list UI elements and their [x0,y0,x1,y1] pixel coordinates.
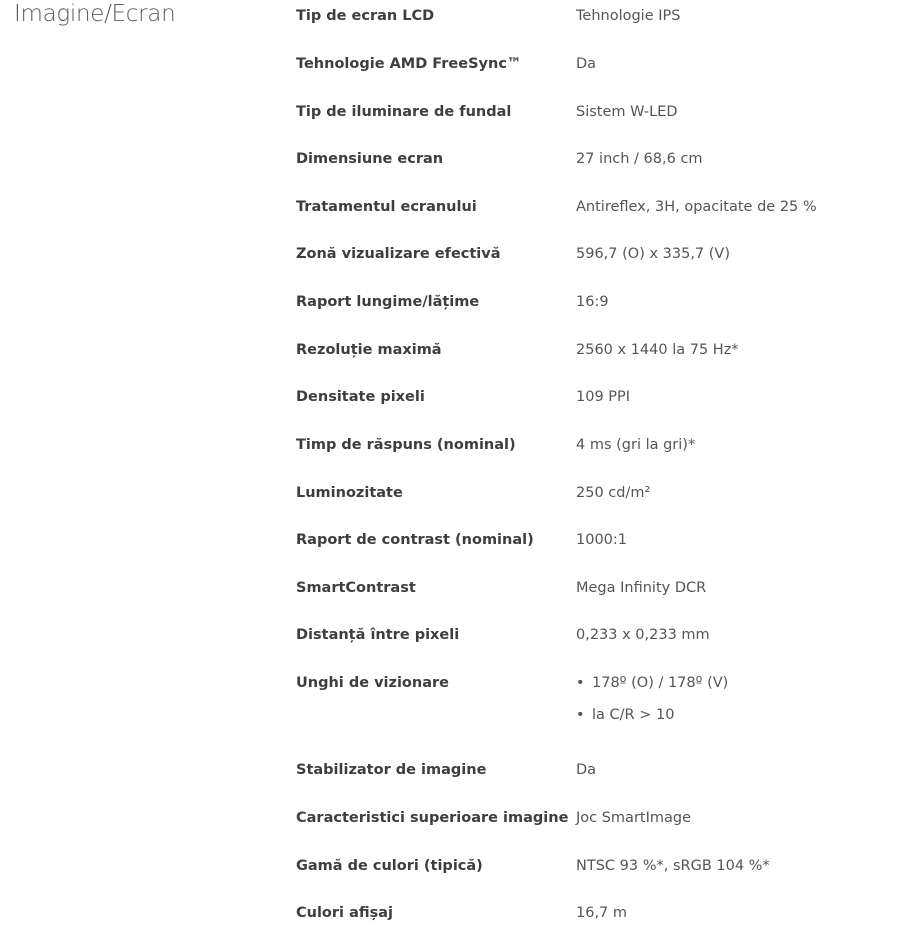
spec-row [296,897,896,929]
spec-value: Tehnologie IPS [576,8,681,24]
spec-label: SmartContrast [296,580,416,596]
bullet-text: 178º (O) / 178º (V) [592,675,729,691]
spec-value: 16,7 m [576,905,628,921]
spec-value: 596,7 (O) x 335,7 (V) [576,246,730,262]
spec-row [296,429,896,461]
spec-value: 27 inch / 68,6 cm [576,151,703,167]
spec-row [296,754,896,786]
spec-value: 0,233 x 0,233 mm [576,627,710,643]
spec-label: Rezoluție maximă [296,342,442,358]
spec-row [296,334,896,366]
bullet-text: la C/R > 10 [592,707,675,723]
spec-label: Dimensiune ecran [296,151,444,167]
spec-row [296,619,896,651]
spec-row [296,477,896,509]
spec-label: Culori afișaj [296,905,393,921]
spec-row [296,381,896,413]
spec-value: 2560 x 1440 la 75 Hz* [576,342,739,358]
spec-value: Mega Infinity DCR [576,580,707,596]
spec-label: Raport lungime/lățime [296,294,480,310]
spec-row [296,286,896,318]
spec-row [296,96,896,128]
spec-label: Gamă de culori (tipică) [296,858,483,874]
spec-row [296,524,896,556]
spec-label: Zonă vizualizare efectivă [296,246,501,262]
spec-label: Tratamentul ecranului [296,199,477,215]
spec-value: Da [576,56,597,72]
spec-row [296,667,896,731]
spec-label: Raport de contrast (nominal) [296,532,534,548]
section-title: Imagine/Ecran [14,1,176,27]
spec-row [296,802,896,834]
spec-value: NTSC 93 %*, sRGB 104 %* [576,858,770,874]
spec-value: Sistem W-LED [576,104,678,120]
spec-label: Timp de răspuns (nominal) [296,437,516,453]
spec-label: Tip de iluminare de fundal [296,104,512,120]
spec-value: 16:9 [576,294,609,310]
spec-value: 250 cd/m² [576,485,651,501]
spec-row [296,191,896,223]
list-item [576,667,728,699]
spec-label: Tehnologie AMD FreeSync™ [296,56,522,72]
spec-value [576,667,728,731]
spec-label: Luminozitate [296,485,403,501]
spec-value: Da [576,762,597,778]
spec-row [296,48,896,80]
spec-label: Tip de ecran LCD [296,8,435,24]
spec-value: 1000:1 [576,532,628,548]
spec-value: Joc SmartImage [576,810,692,826]
spec-value: 4 ms (gri la gri)* [576,437,696,453]
spec-row [296,143,896,175]
list-item [576,699,728,731]
spec-label: Stabilizator de imagine [296,762,487,778]
bullet-list [576,667,728,731]
spec-value: 109 PPI [576,389,631,405]
spec-row [296,850,896,882]
spec-value: Antireflex, 3H, opacitate de 25 % [576,199,817,215]
spec-label: Densitate pixeli [296,389,425,405]
spec-row [296,238,896,270]
spec-label: Unghi de vizionare [296,675,449,691]
bullet-icon: • [576,675,585,691]
bullet-icon: • [576,707,585,723]
spec-row [296,0,896,32]
spec-row [296,572,896,604]
spec-label: Caracteristici superioare imagine [296,810,569,826]
spec-label: Distanță între pixeli [296,627,460,643]
